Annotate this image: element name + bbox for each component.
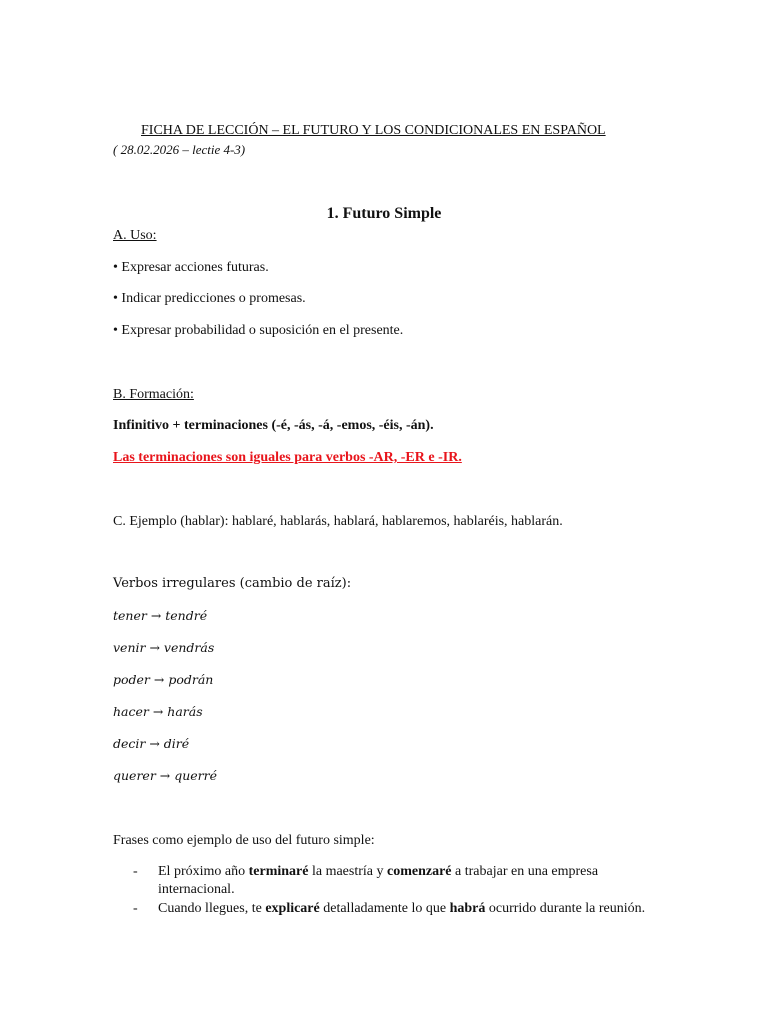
ejemplo-line: C. Ejemplo (hablar): hablaré, hablarás, hablará, hablaremos, hablaréis, hablarán. — [113, 514, 563, 529]
irregular-verb: decir → diré — [113, 736, 190, 751]
list-dash: - — [133, 901, 138, 916]
sentence-text: la maestría y — [308, 864, 387, 879]
frases-heading: Frases como ejemplo de uso del futuro simple: — [113, 833, 375, 848]
list-dash: - — [133, 864, 138, 879]
uso-heading: A. Uso: — [113, 228, 157, 243]
example-sentence-1-continued: internacional. — [158, 882, 235, 897]
formacion-heading: B. Formación: — [113, 387, 194, 402]
section-heading: 1. Futuro Simple — [326, 205, 442, 222]
example-sentence-2 — [158, 901, 645, 917]
sentence-text: ocurrido durante la reunión. — [485, 901, 646, 916]
formacion-note: Las terminaciones son iguales para verbos -AR, -ER e -IR. — [113, 450, 462, 465]
document-subtitle: ( 28.02.2026 – lectie 4-3) — [113, 142, 246, 157]
sentence-text: a trabajar en una empresa — [451, 864, 599, 879]
sentence-text: detalladamente lo que — [319, 901, 450, 916]
irregulares-heading: Verbos irregulares (cambio de raíz): — [113, 576, 352, 591]
sentence-text: El próximo año — [158, 864, 249, 879]
verb-highlight: comenzaré — [387, 864, 452, 879]
document-title: FICHA DE LECCIÓN – EL FUTURO Y LOS CONDICIONALES EN ESPAÑOL — [141, 123, 606, 138]
formacion-rule: Infinitivo + terminaciones (-é, -ás, -á, -emos, -éis, -án). — [113, 418, 434, 433]
irregular-verb: tener → tendré — [113, 608, 208, 623]
verb-highlight: habrá — [449, 901, 486, 916]
irregular-verb: querer → querré — [113, 768, 218, 783]
irregular-verb: hacer → harás — [113, 704, 203, 719]
irregular-verb: venir → vendrás — [113, 640, 215, 655]
verb-highlight: terminaré — [248, 864, 309, 879]
irregular-verb: poder → podrán — [113, 672, 214, 687]
uso-item: • Indicar predicciones o promesas. — [113, 291, 306, 306]
verb-highlight: explicaré — [265, 901, 320, 916]
example-sentence-1 — [158, 864, 598, 880]
uso-item: • Expresar acciones futuras. — [113, 260, 269, 275]
uso-item: • Expresar probabilidad o suposición en el presente. — [113, 323, 404, 338]
sentence-text: Cuando llegues, te — [158, 901, 266, 916]
